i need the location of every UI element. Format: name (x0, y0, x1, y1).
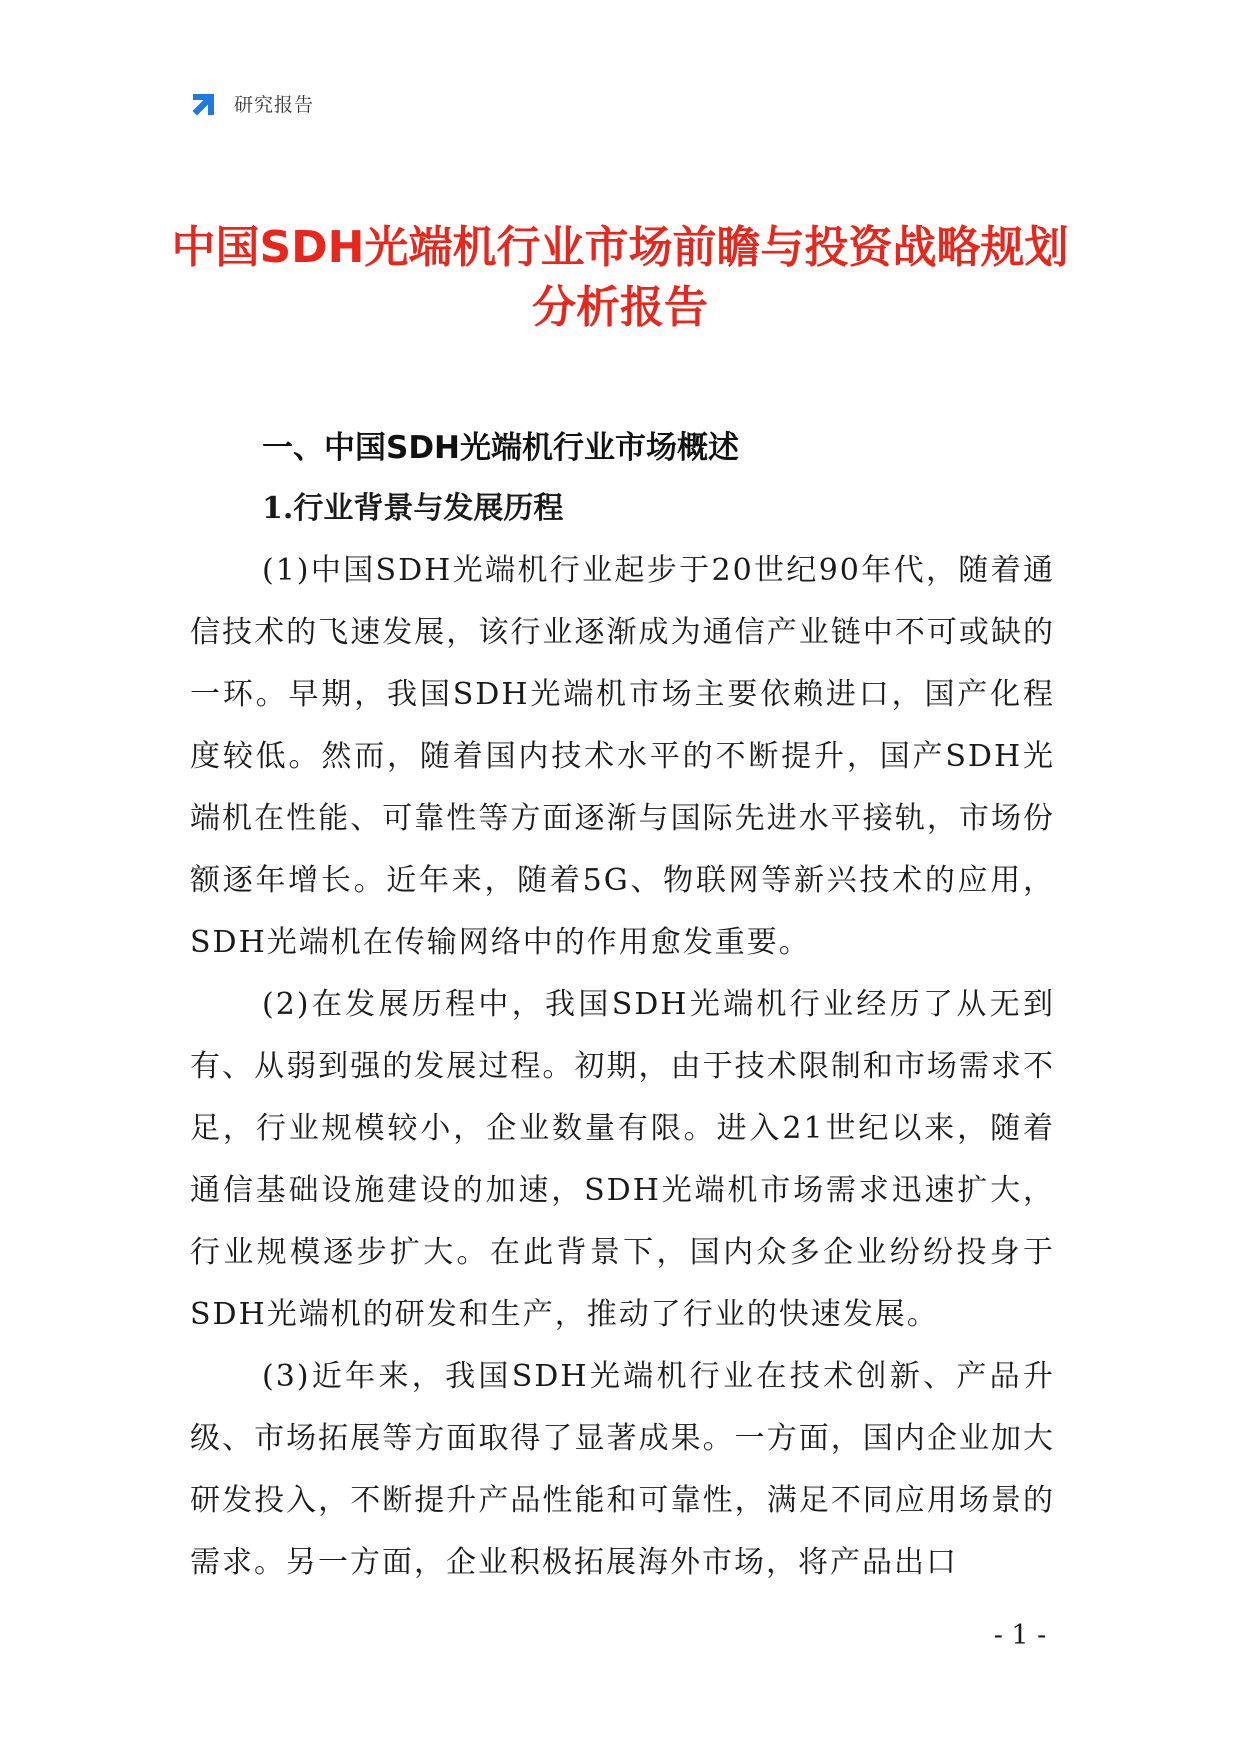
paragraph: (1)中国SDH光端机行业起步于20世纪90年代，随着通信技术的飞速发展，该行业逐渐成为通信产业链中不可或缺的一环。早期，我国SDH光端机市场主要依赖进口，国产化程度较低。然而，随着国内技术水平的不断提升，国产SDH光端机在性能、可靠性等方面逐渐与国际先进水平接轨，市场份额逐年增长。近年来，随着5G、物联网等新兴技术的应用，SDH光端机在传输网络中的作用愈发重要。 (190, 553, 1055, 960)
sub-heading: 1.行业背景与发展历程 (262, 491, 564, 526)
report-header (190, 88, 314, 118)
paragraph: (2)在发展历程中，我国SDH光端机行业经历了从无到有、从弱到强的发展过程。初期，由于技术限制和市场需求不足，行业规模较小，企业数量有限。进入21世纪以来，随着通信基础设施建设的加速，SDH光端机市场需求迅速扩大，行业规模逐步扩大。在此背景下，国内众多企业纷纷投身于SDH光端机的研发和生产，推动了行业的快速发展。 (190, 987, 1055, 1332)
document-title: 中国SDH光端机行业市场前瞻与投资战略规划分析报告 (171, 222, 1069, 333)
paragraph: (3)近年来，我国SDH光端机行业在技术创新、产品升级、市场拓展等方面取得了显著成果。一方面，国内企业加大研发投入，不断提升产品性能和可靠性，满足不同应用场景的需求。另一方面，企业积极拓展海外市场，将产品出口 (190, 1359, 1055, 1580)
page-number: - 1 - (993, 1620, 1047, 1651)
arrow-up-right-icon (190, 88, 220, 118)
document-body (190, 418, 1055, 1594)
section-heading: 一、中国SDH光端机行业市场概述 (262, 430, 740, 466)
header-label: 研究报告 (234, 93, 315, 116)
